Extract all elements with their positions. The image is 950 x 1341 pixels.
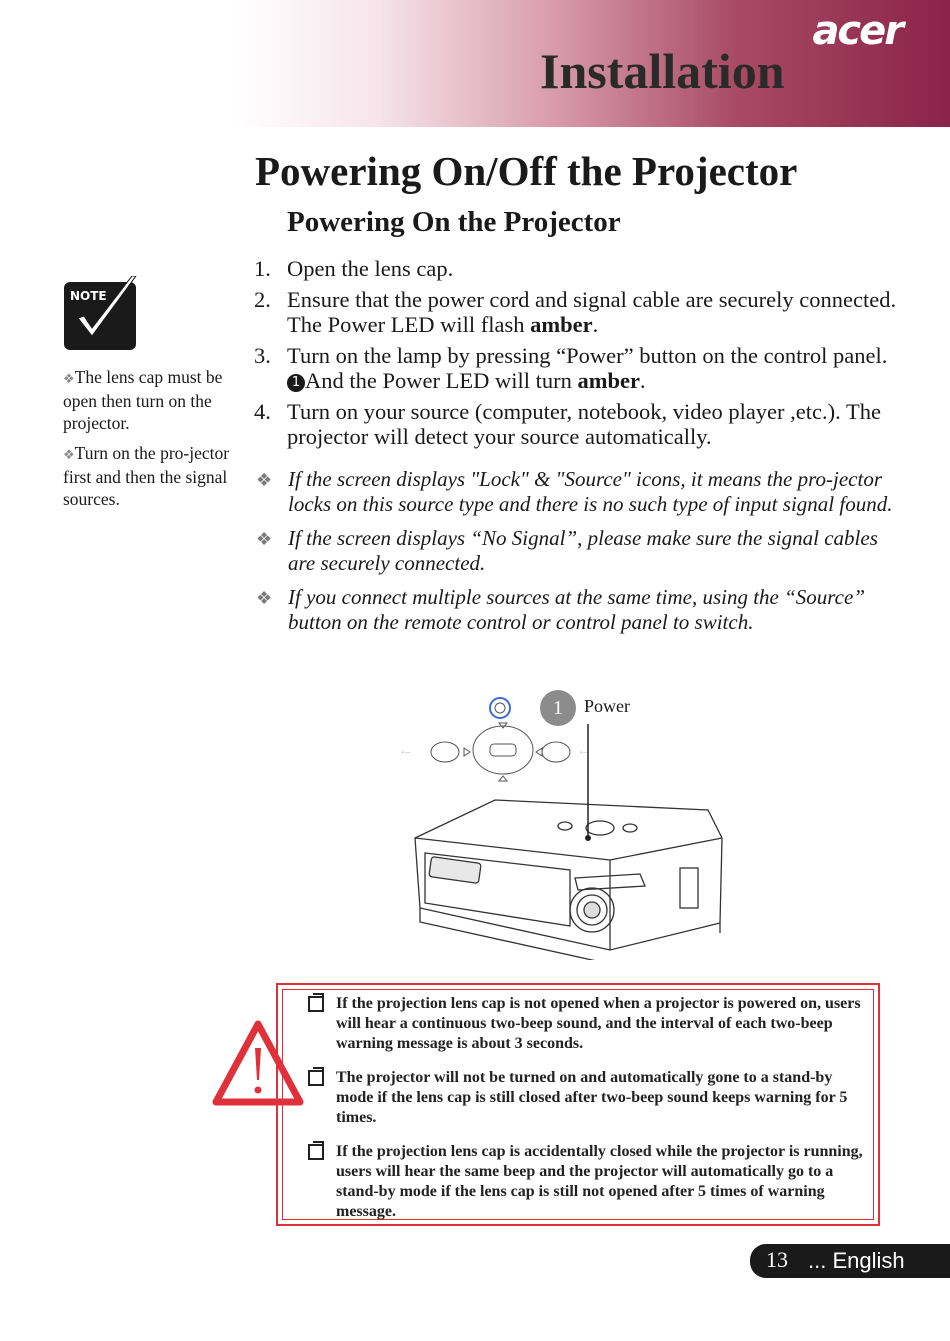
- tip-item: ❖ If the screen displays "Lock" & "Source" icons, it means the pro-jector locks on this source type and there is no such type of input signal found.: [256, 467, 893, 516]
- footer-band: [750, 1244, 950, 1278]
- steps-list: [254, 256, 904, 455]
- svg-text:• —: • —: [402, 751, 411, 756]
- diamond-bullet-icon: ❖: [256, 588, 273, 608]
- callout-number: 1: [540, 690, 576, 726]
- warning-list: [308, 994, 870, 1236]
- note-label: NOTE: [70, 289, 107, 303]
- checkbox-bullet-icon: [308, 996, 324, 1012]
- step-item: 4. Turn on your source (computer, notebook, video player ,etc.). The projector will detect your source automatically.: [254, 399, 881, 449]
- svg-text:• —: • —: [580, 751, 589, 756]
- callout-marker-icon: 1: [287, 374, 305, 392]
- sidebar-note: ❖The lens cap must be open then turn on the projector.: [63, 367, 223, 433]
- diamond-bullet-icon: ❖: [63, 371, 75, 386]
- note-check-icon: [64, 276, 138, 350]
- warning-item: The projector will not be turned on and automatically gone to a stand-by mode if the lens cap is still closed after two-beep sound keeps warning for 5 times.: [308, 1068, 870, 1128]
- checkbox-bullet-icon: [308, 1144, 324, 1160]
- page-title: Powering On/Off the Projector: [255, 148, 798, 194]
- projector-illustration: [400, 688, 740, 960]
- diamond-bullet-icon: ❖: [256, 529, 273, 549]
- diamond-bullet-icon: ❖: [63, 447, 75, 462]
- page-number: 13: [766, 1247, 788, 1272]
- power-label: Power: [584, 696, 630, 716]
- step-item: 3. Turn on the lamp by pressing “Power” button on the control panel.1 And the Power LED will turn amber.: [254, 343, 888, 393]
- warning-item: If the projection lens cap is accidentally closed while the projector is running, users will hear the same beep and the projector will automatically go to a stand-by mode if the lens cap is still not opened after 5 times of warning message.: [308, 1142, 870, 1222]
- step-item: 2. Ensure that the power cord and signal cable are securely connected. The Power LED will flash amber.: [254, 287, 897, 337]
- diamond-bullet-icon: ❖: [256, 470, 273, 490]
- tip-item: ❖ If you connect multiple sources at the same time, using the “Source” button on the remote control or control panel to switch.: [256, 585, 866, 634]
- step-item: 1. Open the lens cap.: [254, 256, 454, 281]
- section-title: Installation: [540, 43, 785, 99]
- warning-item: If the projection lens cap is not opened when a projector is powered on, users will hear a continuous two-beep sound, and the interval of each two-beep warning message is about 3 seconds.: [308, 994, 870, 1054]
- tips-list: [256, 467, 896, 644]
- checkbox-bullet-icon: [308, 1070, 324, 1086]
- subtitle: Powering On the Projector: [287, 206, 621, 238]
- tip-item: ❖ If the screen displays “No Signal”, please make sure the signal cables are securely connected.: [256, 526, 878, 575]
- sidebar-note: ❖Turn on the pro-jector first and then the signal sources.: [63, 443, 230, 509]
- acer-logo: acer: [812, 8, 902, 54]
- sidebar-notes: [63, 366, 233, 518]
- language-label: ... English: [808, 1248, 905, 1273]
